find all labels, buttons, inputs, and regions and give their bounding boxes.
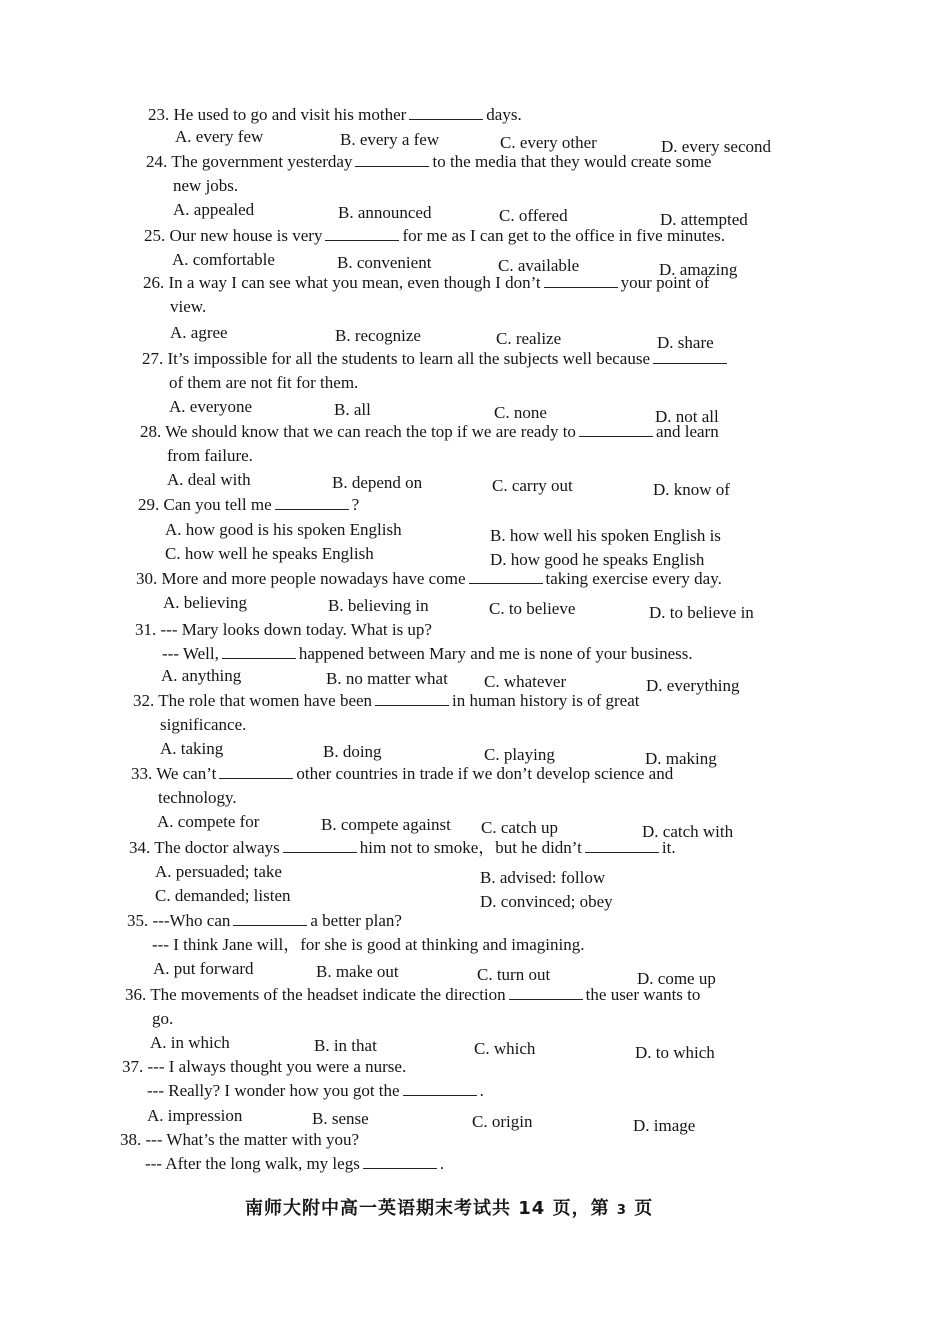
question-number: 24. bbox=[146, 152, 168, 171]
option-a: A. comfortable bbox=[172, 250, 275, 269]
answer-blank bbox=[222, 644, 296, 659]
footer-suffix: 页 bbox=[634, 1198, 654, 1219]
answer-blank bbox=[325, 226, 399, 241]
stem-continuation bbox=[158, 786, 237, 810]
stem-continuation bbox=[152, 1007, 173, 1031]
stem-text-before: He used to go and visit his mother bbox=[173, 105, 407, 124]
question-number: 23. bbox=[148, 105, 170, 124]
question-stem bbox=[135, 618, 432, 642]
option-d: D. amazing bbox=[659, 260, 738, 279]
option-a: A. deal with bbox=[167, 470, 251, 489]
reply-text-before: --- After the long walk, my legs bbox=[145, 1154, 360, 1173]
question-number: 26. bbox=[143, 273, 165, 292]
stem-text-after: for me as I can get to the office in five minutes. bbox=[402, 226, 726, 245]
stem-text-before: The doctor always bbox=[154, 838, 280, 857]
question-number: 34. bbox=[129, 838, 151, 857]
option-b: B. sense bbox=[312, 1109, 369, 1128]
option-c: C. how well he speaks English bbox=[165, 544, 374, 563]
stem-continuation-text: of them are not fit for them. bbox=[169, 373, 359, 392]
question-number: 33. bbox=[131, 764, 153, 783]
question-number: 30. bbox=[136, 569, 158, 588]
stem-continuation bbox=[167, 444, 253, 468]
option-c: C. whatever bbox=[484, 672, 567, 691]
option-a: A. anything bbox=[161, 666, 242, 685]
answer-blank bbox=[355, 152, 429, 167]
option-a: A. how good is his spoken English bbox=[165, 520, 402, 539]
stem-text-before: We can’t bbox=[156, 764, 217, 783]
question-stem bbox=[131, 762, 673, 786]
question-stem bbox=[120, 1128, 359, 1152]
stem-text-middle: him not to smoke，but he didn’t bbox=[359, 838, 582, 857]
answer-blank bbox=[653, 349, 727, 364]
option-c: C. offered bbox=[499, 206, 568, 225]
stem-text-after: the user wants to bbox=[585, 985, 701, 1004]
question-stem bbox=[140, 420, 719, 444]
answer-blank bbox=[363, 1154, 437, 1169]
stem-text-after: and learn bbox=[655, 422, 719, 441]
dialog-reply bbox=[162, 642, 693, 666]
question-number: 36. bbox=[125, 985, 147, 1004]
answer-blank bbox=[283, 838, 357, 853]
option-b: B. make out bbox=[316, 962, 399, 981]
question-number: 32. bbox=[133, 691, 155, 710]
option-c: C. playing bbox=[484, 745, 555, 764]
option-d: D. not all bbox=[655, 407, 719, 426]
option-d: D. every second bbox=[661, 137, 771, 156]
option-c: C. which bbox=[474, 1039, 536, 1058]
answer-blank bbox=[275, 495, 349, 510]
answer-blank bbox=[469, 569, 543, 584]
footer-page-number: 3 bbox=[616, 1203, 627, 1218]
stem-continuation bbox=[173, 174, 238, 198]
stem-text-before: It’s impossible for all the students to learn all the subjects well because bbox=[167, 349, 650, 368]
question-stem bbox=[144, 224, 725, 248]
option-d: D. making bbox=[645, 749, 717, 768]
option-c: C. realize bbox=[496, 329, 562, 348]
stem-continuation-text: new jobs. bbox=[173, 176, 239, 195]
stem-continuation-text: go. bbox=[152, 1009, 174, 1028]
answer-blank bbox=[579, 422, 653, 437]
question-number: 31. bbox=[135, 620, 157, 639]
stem-text-before: Our new house is very bbox=[169, 226, 323, 245]
answer-blank bbox=[509, 985, 583, 1000]
question-stem bbox=[136, 567, 722, 591]
answer-blank bbox=[544, 273, 618, 288]
stem-continuation-text: technology. bbox=[158, 788, 237, 807]
option-a: A. every few bbox=[175, 127, 264, 146]
option-c: C. demanded; listen bbox=[155, 886, 291, 905]
stem-text-after: other countries in trade if we don’t develop science and bbox=[296, 764, 674, 783]
option-d: D. how good he speaks English bbox=[490, 550, 705, 569]
option-d: D. image bbox=[633, 1116, 696, 1135]
stem-text-before: More and more people nowadays have come bbox=[161, 569, 466, 588]
stem-text-after: ? bbox=[351, 495, 360, 514]
answer-blank bbox=[585, 838, 659, 853]
option-b: B. convenient bbox=[337, 253, 432, 272]
dialog-reply bbox=[145, 1152, 444, 1176]
question-stem bbox=[138, 493, 359, 517]
option-b: B. depend on bbox=[332, 473, 423, 492]
stem-text-before: --- What’s the matter with you? bbox=[145, 1130, 360, 1149]
option-b: B. advised: follow bbox=[480, 868, 606, 887]
stem-text-before: ---Who can bbox=[152, 911, 231, 930]
option-c: C. carry out bbox=[492, 476, 573, 495]
question-number: 29. bbox=[138, 495, 160, 514]
option-b: B. recognize bbox=[335, 326, 421, 345]
option-a: A. appealed bbox=[173, 200, 255, 219]
stem-text-after: it. bbox=[661, 838, 676, 857]
question-number: 28. bbox=[140, 422, 162, 441]
question-stem bbox=[148, 103, 522, 127]
stem-text-before: --- I always thought you were a nurse. bbox=[147, 1057, 407, 1076]
option-b: B. announced bbox=[338, 203, 432, 222]
stem-continuation bbox=[160, 713, 246, 737]
stem-continuation-text: significance. bbox=[160, 715, 247, 734]
option-a: A. taking bbox=[160, 739, 224, 758]
question-number: 38. bbox=[120, 1130, 142, 1149]
option-a: A. impression bbox=[147, 1106, 243, 1125]
option-b: B. doing bbox=[323, 742, 382, 761]
stem-text-after: a better plan? bbox=[310, 911, 402, 930]
option-a: A. compete for bbox=[157, 812, 260, 831]
option-c: C. catch up bbox=[481, 818, 558, 837]
reply-text-after: happened between Mary and me is none of your business. bbox=[298, 644, 693, 663]
answer-blank bbox=[403, 1081, 477, 1096]
option-a: A. believing bbox=[163, 593, 248, 612]
stem-continuation bbox=[152, 933, 585, 957]
option-d: D. catch with bbox=[642, 822, 734, 841]
option-a: A. persuaded; take bbox=[155, 862, 282, 881]
option-c: C. origin bbox=[472, 1112, 533, 1131]
question-number: 37. bbox=[122, 1057, 144, 1076]
answer-blank bbox=[219, 764, 293, 779]
option-b: B. no matter what bbox=[326, 669, 448, 688]
stem-text-after: in human history is of great bbox=[452, 691, 640, 710]
option-d: D. convinced; obey bbox=[480, 892, 613, 911]
page-footer bbox=[245, 1194, 653, 1220]
option-d: D. to believe in bbox=[649, 603, 754, 622]
question-stem bbox=[127, 909, 402, 933]
option-c: C. available bbox=[498, 256, 580, 275]
stem-continuation bbox=[169, 371, 358, 395]
reply-text-after: . bbox=[439, 1154, 445, 1173]
question-stem bbox=[142, 347, 730, 371]
question-number: 35. bbox=[127, 911, 149, 930]
stem-text-before: Can you tell me bbox=[163, 495, 272, 514]
stem-continuation-text: view. bbox=[170, 297, 207, 316]
answer-blank bbox=[233, 911, 307, 926]
option-a: A. agree bbox=[170, 323, 228, 342]
question-stem bbox=[133, 689, 639, 713]
reply-text-before: --- Really? I wonder how you got the bbox=[147, 1081, 400, 1100]
option-a: A. put forward bbox=[153, 959, 254, 978]
option-a: A. in which bbox=[150, 1033, 230, 1052]
option-b: B. how well his spoken English is bbox=[490, 526, 721, 545]
option-c: C. none bbox=[494, 403, 547, 422]
question-stem bbox=[122, 1055, 406, 1079]
stem-text-before: The government yesterday bbox=[171, 152, 353, 171]
question-number: 25. bbox=[144, 226, 166, 245]
option-d: D. everything bbox=[646, 676, 740, 695]
footer-text: 南师大附中高一英语期末考试共 14 页，第 bbox=[245, 1198, 610, 1219]
reply-text-after: . bbox=[479, 1081, 484, 1100]
dialog-reply bbox=[147, 1079, 484, 1103]
stem-text-after: days. bbox=[486, 105, 522, 124]
answer-blank bbox=[375, 691, 449, 706]
option-c: C. every other bbox=[500, 133, 597, 152]
answer-blank bbox=[409, 105, 483, 120]
option-b: B. compete against bbox=[321, 815, 451, 834]
stem-continuation-text: --- I think Jane will，for she is good at thinking and imagining. bbox=[152, 935, 585, 954]
stem-text-before: --- Mary looks down today. What is up? bbox=[160, 620, 432, 639]
option-b: B. believing in bbox=[328, 596, 429, 615]
option-d: D. know of bbox=[653, 480, 730, 499]
stem-text-before: In a way I can see what you mean, even though I don’t bbox=[168, 273, 541, 292]
option-d: D. to which bbox=[635, 1043, 715, 1062]
question-stem bbox=[125, 983, 700, 1007]
stem-text-before: We should know that we can reach the top if we are ready to bbox=[165, 422, 576, 441]
option-c: C. to believe bbox=[489, 599, 576, 618]
stem-text-after: your point of bbox=[620, 273, 710, 292]
stem-text-before: The movements of the headset indicate the direction bbox=[150, 985, 506, 1004]
question-stem bbox=[143, 271, 709, 295]
option-b: B. in that bbox=[314, 1036, 377, 1055]
question-stem bbox=[146, 150, 711, 174]
option-a: A. everyone bbox=[169, 397, 253, 416]
stem-text-after: taking exercise every day. bbox=[545, 569, 722, 588]
question-number: 27. bbox=[142, 349, 164, 368]
stem-text-before: The role that women have been bbox=[158, 691, 373, 710]
option-c: C. turn out bbox=[477, 965, 551, 984]
option-d: D. attempted bbox=[660, 210, 748, 229]
stem-text-after: to the media that they would create some bbox=[432, 152, 712, 171]
question-stem bbox=[129, 836, 676, 860]
option-b: B. every a few bbox=[340, 130, 440, 149]
option-d: D. come up bbox=[637, 969, 716, 988]
reply-text-before: --- Well, bbox=[162, 644, 219, 663]
option-d: D. share bbox=[657, 333, 714, 352]
option-b: B. all bbox=[334, 400, 371, 419]
stem-continuation-text: from failure. bbox=[167, 446, 253, 465]
stem-continuation bbox=[170, 295, 206, 319]
